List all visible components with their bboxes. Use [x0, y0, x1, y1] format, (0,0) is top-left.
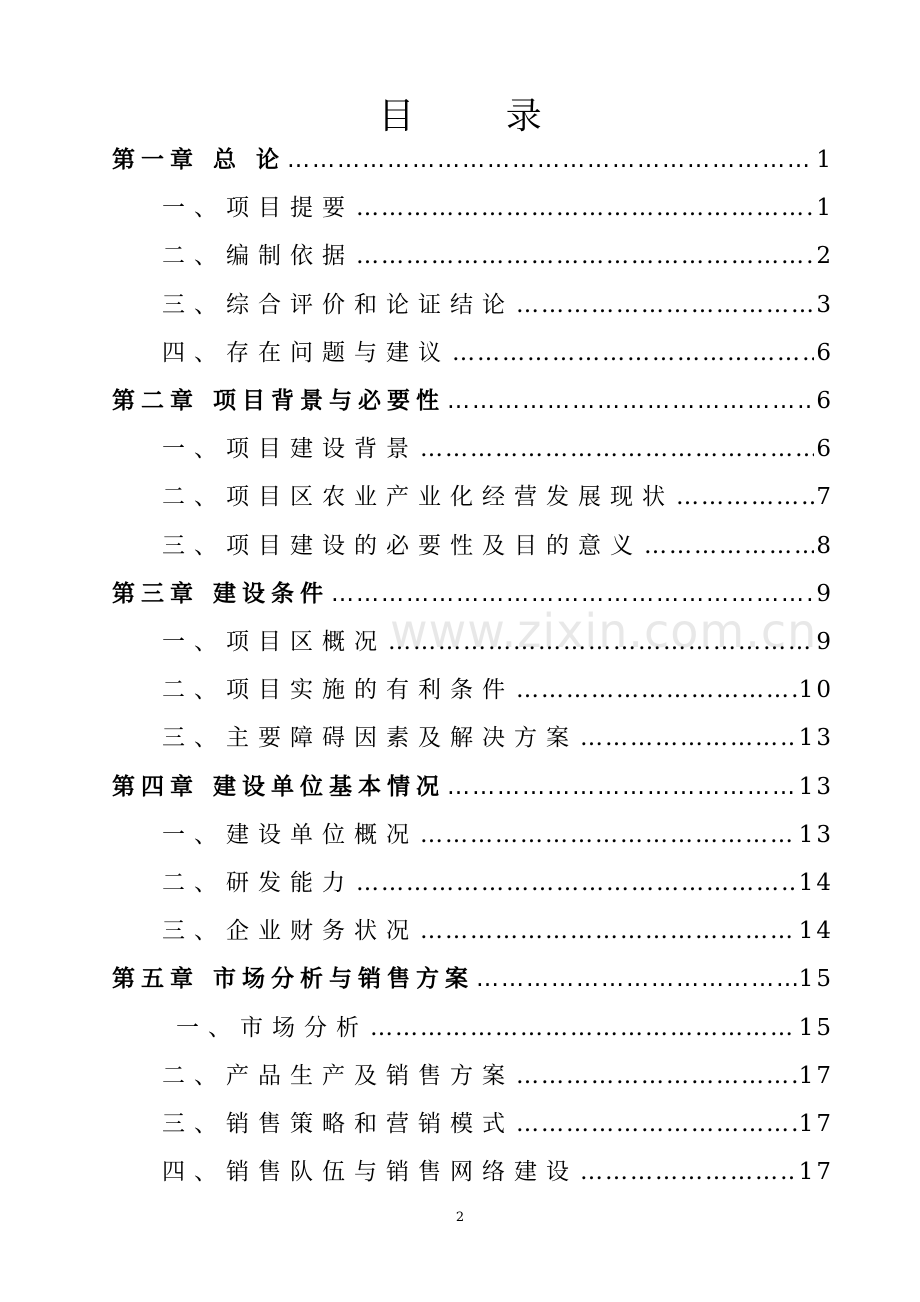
- toc-entry-label: 三、主要障碍因素及解决方案: [162, 725, 578, 752]
- toc-entry-label: 第三章 建设条件: [112, 580, 330, 607]
- toc-dot-leader: [356, 232, 814, 280]
- toc-page-number: 3: [816, 291, 834, 318]
- toc-page-number: 14: [798, 870, 834, 896]
- watermark: www.zixin.com.cn: [390, 604, 818, 658]
- toc-page-number: 8: [816, 532, 834, 559]
- toc-section-entry[interactable]: [162, 425, 834, 473]
- toc-dot-leader: [580, 714, 797, 762]
- toc-entry-label: 二、编制依据: [162, 243, 354, 270]
- toc-page-number: 2: [816, 243, 834, 270]
- toc-page-number: 6: [816, 388, 834, 414]
- toc-section-entry[interactable]: [162, 714, 834, 762]
- toc-page-number: 1: [816, 195, 834, 222]
- toc-page-number: 7: [816, 484, 834, 511]
- toc-section-entry[interactable]: [162, 232, 834, 280]
- toc-dot-leader: [516, 1100, 797, 1148]
- toc-chapter-entry[interactable]: [112, 377, 834, 425]
- toc-dot-leader: [447, 763, 797, 811]
- toc-dot-leader: [676, 473, 814, 521]
- toc-chapter-entry[interactable]: [112, 763, 834, 811]
- toc-entry-label: 四、存在问题与建议: [162, 339, 450, 366]
- toc-entry-label: 二、研发能力: [162, 870, 354, 896]
- toc-section-entry[interactable]: [162, 859, 834, 907]
- toc-dot-leader: [420, 907, 797, 955]
- toc-dot-leader: [420, 425, 814, 473]
- toc-page-number: 17: [798, 1062, 834, 1089]
- toc-dot-leader: [370, 1004, 797, 1052]
- toc-dot-leader: [287, 136, 814, 184]
- toc-dot-leader: [420, 811, 797, 859]
- toc-entry-label: 二、项目区农业产业化经营发展现状: [162, 484, 674, 511]
- toc-dot-leader: [516, 281, 814, 329]
- toc-entry-label: 一、建设单位概况: [162, 821, 418, 848]
- toc-section-entry[interactable]: [162, 666, 834, 714]
- toc-section-entry[interactable]: [162, 907, 834, 955]
- toc-entry-label: 四、销售队伍与销售网络建设: [162, 1159, 578, 1186]
- toc-entry-label: 第五章 市场分析与销售方案: [112, 966, 475, 993]
- toc-dot-leader: [476, 955, 797, 1003]
- toc-page-number: 10: [798, 677, 834, 704]
- toc-entry-label: 二、项目实施的有利条件: [162, 677, 514, 704]
- toc-entry-label: 第四章 建设单位基本情况: [112, 773, 446, 800]
- toc-page-number: 13: [798, 821, 834, 848]
- toc-entry-label: 第一章 总 论: [112, 147, 286, 173]
- toc-section-entry[interactable]: [162, 1052, 834, 1100]
- toc-dot-leader: [516, 1052, 797, 1100]
- toc-dot-leader: [452, 329, 814, 377]
- toc-chapter-entry[interactable]: [112, 136, 834, 184]
- toc-section-entry[interactable]: [162, 522, 834, 570]
- toc-entry-label: 一、项目提要: [162, 195, 354, 222]
- toc-entry-label: 一、项目建设背景: [162, 436, 418, 463]
- toc-dot-leader: [644, 522, 814, 570]
- toc-page-number: 13: [798, 725, 834, 752]
- toc-page-number: 6: [816, 436, 834, 463]
- toc-section-entry[interactable]: [162, 1148, 834, 1196]
- toc-section-entry[interactable]: [176, 1004, 834, 1052]
- toc-section-entry[interactable]: [162, 1100, 834, 1148]
- toc-entry-label: 第二章 项目背景与必要性: [112, 388, 446, 414]
- toc-chapter-entry[interactable]: [112, 955, 834, 1003]
- toc-entry-label: 三、企业财务状况: [162, 918, 418, 945]
- toc-page-number: 9: [816, 629, 834, 655]
- toc-section-entry[interactable]: [162, 811, 834, 859]
- toc-page-number: 15: [798, 966, 834, 993]
- toc-page-number: 15: [798, 1014, 834, 1041]
- toc-entry-label: 一、市场分析: [176, 1014, 368, 1041]
- page-title: 目 录: [378, 96, 582, 137]
- toc-section-entry[interactable]: [162, 329, 834, 377]
- toc-dot-leader: [580, 1148, 797, 1196]
- toc-section-entry[interactable]: [162, 281, 834, 329]
- toc-page-number: 17: [798, 1159, 834, 1186]
- toc-page-number: 14: [798, 918, 834, 945]
- toc-page-number: 17: [798, 1111, 834, 1137]
- toc-page-number: 6: [816, 339, 834, 366]
- toc-dot-leader: [447, 377, 814, 425]
- toc-entry-label: 一、项目区概况: [162, 629, 386, 655]
- toc-section-entry[interactable]: [162, 184, 834, 232]
- toc-dot-leader: [516, 666, 797, 714]
- toc-dot-leader: [356, 859, 797, 907]
- toc-entry-label: 三、销售策略和营销模式: [162, 1111, 514, 1137]
- toc-entry-label: 二、产品生产及销售方案: [162, 1062, 514, 1089]
- toc-entry-label: 三、综合评价和论证结论: [162, 291, 514, 318]
- toc-dot-leader: [356, 184, 814, 232]
- toc-section-entry[interactable]: [162, 473, 834, 521]
- toc-page-number: 13: [798, 773, 834, 800]
- toc-page-number: 1: [816, 147, 834, 173]
- toc-page-number: 9: [816, 580, 834, 607]
- page-number: 2: [455, 1210, 465, 1225]
- toc-entry-label: 三、项目建设的必要性及目的意义: [162, 532, 642, 559]
